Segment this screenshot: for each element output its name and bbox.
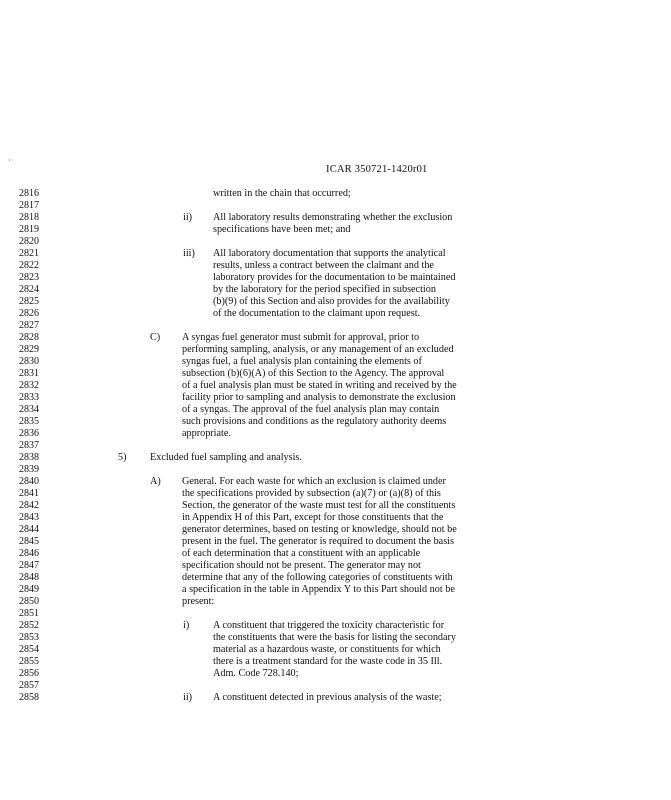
line-number: 2832	[19, 380, 39, 391]
line-number: 2833	[19, 392, 39, 403]
line-number: 2819	[19, 224, 39, 235]
text-line: the specifications provided by subsection (a)(7) or (a)(8) of this	[182, 488, 441, 499]
line-number: 2826	[19, 308, 39, 319]
item-marker-c: C)	[150, 332, 161, 343]
line-number: 2843	[19, 512, 39, 523]
text-line: appropriate.	[182, 428, 231, 439]
line-number: 2820	[19, 236, 39, 247]
line-number: 2829	[19, 344, 39, 355]
line-number: 2830	[19, 356, 39, 367]
text-line: subsection (b)(6)(A) of this Section to the Agency. The approval	[182, 368, 445, 379]
line-number: 2840	[19, 476, 39, 487]
line-number: 2852	[19, 620, 39, 631]
line-number: 2817	[19, 200, 39, 211]
line-number: 2836	[19, 428, 39, 439]
line-number: 2842	[19, 500, 39, 511]
text-line: such provisions and conditions as the regulatory authority deems	[182, 416, 447, 427]
line-number: 2841	[19, 488, 39, 499]
line-number: 2856	[19, 668, 39, 679]
line-number: 2848	[19, 572, 39, 583]
text-line: of the documentation to the claimant upon request.	[213, 308, 421, 319]
text-line: A constituent detected in previous analysis of the waste;	[213, 692, 442, 703]
line-number: 2857	[19, 680, 39, 691]
text-line: there is a treatment standard for the waste code in 35 Ill.	[213, 656, 443, 667]
line-number: 2850	[19, 596, 39, 607]
line-number: 2845	[19, 536, 39, 547]
text-line: General. For each waste for which an exclusion is claimed under	[182, 476, 446, 487]
text-line: laboratory provides for the documentation to be maintained	[213, 272, 456, 283]
text-line: present in the fuel. The generator is required to document the basis	[182, 536, 454, 547]
line-number: 2828	[19, 332, 39, 343]
item-marker-a: A)	[150, 476, 161, 487]
text-line: of a syngas. The approval of the fuel analysis plan may contain	[182, 404, 440, 415]
line-number: 2849	[19, 584, 39, 595]
line-number: 2822	[19, 260, 39, 271]
text-line: results, unless a contract between the claimant and the	[213, 260, 434, 271]
text-line: generator determines, based on testing or knowledge, should not be	[182, 524, 457, 535]
text-line: syngas fuel, a fuel analysis plan containing the elements of	[182, 356, 422, 367]
line-number: 2855	[19, 656, 39, 667]
text-line: performing sampling, analysis, or any management of an excluded	[182, 344, 454, 355]
text-line: present:	[182, 596, 215, 607]
page-header: ICAR 350721-1420r01	[326, 164, 428, 175]
line-number: 2844	[19, 524, 39, 535]
line-number: 2834	[19, 404, 39, 415]
text-line: specifications have been met; and	[213, 224, 351, 235]
item-marker-ii: ii)	[183, 212, 193, 223]
line-number: 2854	[19, 644, 39, 655]
line-number: 2847	[19, 560, 39, 571]
line-number: 2816	[19, 188, 39, 199]
line-number: 2837	[19, 440, 39, 451]
line-number: 2827	[19, 320, 39, 331]
item-marker-iii: iii)	[183, 248, 195, 259]
item-marker-i: i)	[183, 620, 190, 631]
text-line: of each determination that a constituent with an applicable	[182, 548, 421, 559]
text-line: All laboratory results demonstrating whether the exclusion	[213, 212, 453, 223]
section-heading: Excluded fuel sampling and analysis.	[150, 452, 302, 463]
text-line: specification should not be present. The generator may not	[182, 560, 421, 571]
text-line: Adm. Code 728.140;	[213, 668, 299, 679]
line-number: 2853	[19, 632, 39, 643]
text-line: of a fuel analysis plan must be stated in writing and received by the	[182, 380, 457, 391]
text-line: by the laboratory for the period specified in subsection	[213, 284, 436, 295]
line-number: 2824	[19, 284, 39, 295]
item-marker-5: 5)	[118, 452, 127, 463]
text-line: material as a hazardous waste, or constituents for which	[213, 644, 441, 655]
line-number: 2851	[19, 608, 39, 619]
line-number: 2831	[19, 368, 39, 379]
line-number: 2839	[19, 464, 39, 475]
line-number: 2825	[19, 296, 39, 307]
line-number: 2835	[19, 416, 39, 427]
text-line: a specification in the table in Appendix Y to this Part should not be	[182, 584, 455, 595]
text-line: Section, the generator of the waste must test for all the constituents	[182, 500, 456, 511]
line-number: 2821	[19, 248, 39, 259]
text-line: facility prior to sampling and analysis to demonstrate the exclusion	[182, 392, 456, 403]
text-line: written in the chain that occurred;	[213, 188, 351, 199]
text-line: A syngas fuel generator must submit for approval, prior to	[182, 332, 420, 343]
text-line: the constituents that were the basis for listing the secondary	[213, 632, 457, 643]
line-number: 2823	[19, 272, 39, 283]
text-line: in Appendix H of this Part, except for those constituents that the	[182, 512, 444, 523]
text-line: determine that any of the following categories of constituents with	[182, 572, 453, 583]
text-line: All laboratory documentation that supports the analytical	[213, 248, 446, 259]
item-marker-ii-sub: ii)	[183, 692, 193, 703]
text-line: (b)(9) of this Section and also provides for the availability	[213, 296, 450, 307]
line-number: 2838	[19, 452, 39, 463]
line-number: 2846	[19, 548, 39, 559]
scan-dot: ·	[8, 156, 11, 165]
line-number: 2818	[19, 212, 39, 223]
text-line: A constituent that triggered the toxicity characteristic for	[213, 620, 445, 631]
line-number: 2858	[19, 692, 39, 703]
